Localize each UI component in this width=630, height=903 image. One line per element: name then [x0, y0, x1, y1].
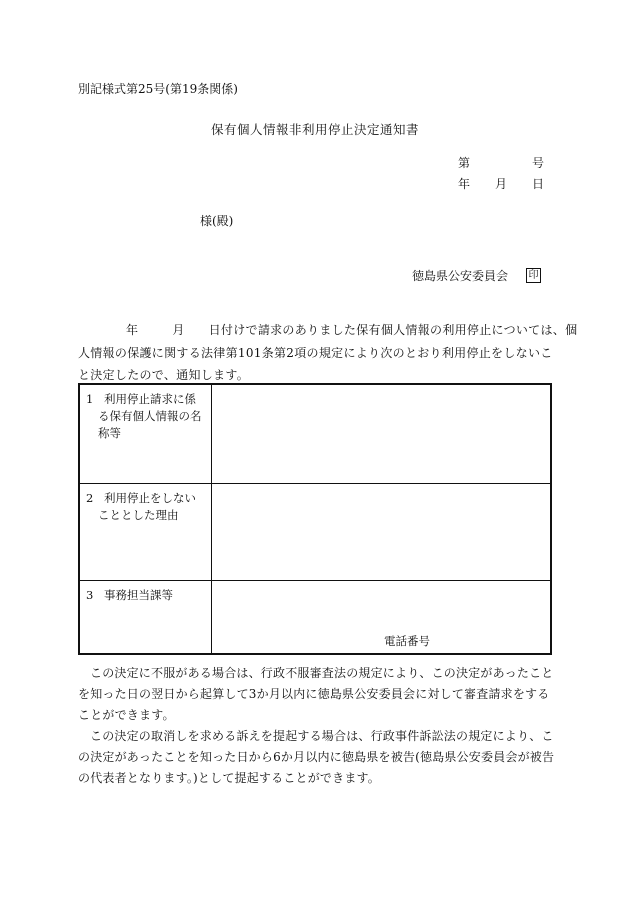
row-label-line: 称等	[98, 426, 121, 440]
document-title: 保有個人情報非利用停止決定通知書	[210, 122, 419, 137]
issue-date	[458, 175, 544, 192]
row-label-line: こととした理由	[98, 508, 179, 522]
addressee: 様(殿)	[200, 214, 234, 228]
document-number-suffix: 号	[531, 156, 544, 170]
body-line-2: 人情報の保護に関する法律第101条第2項の規定により次のとおり利用停止をしないこ	[78, 345, 553, 360]
row-label-office	[86, 587, 210, 604]
table-row	[80, 385, 550, 484]
document-number	[458, 154, 544, 171]
issuer-name: 徳島県公安委員会	[412, 269, 509, 283]
row-label-line: 事務担当課等	[104, 588, 173, 602]
notice-body	[78, 319, 578, 387]
issue-date-month: 月	[494, 177, 507, 191]
body-line-3: と決定したので、通知します。	[78, 368, 250, 382]
row-label-line: 利用停止をしない	[104, 491, 196, 505]
issuer	[412, 267, 541, 284]
appeal-line: を知った日の翌日から起算して3か月以内に徳島県公安委員会に対して審査請求をする	[78, 687, 550, 701]
appeal-line: この決定に不服がある場合は、行政不服審査法の規定により、この決定があったこと	[90, 666, 554, 680]
appeal-notice	[78, 663, 555, 789]
issue-date-day: 日	[531, 177, 544, 191]
phone-number-label: 電話番号	[384, 634, 430, 648]
form-number: 別記様式第25号(第19条関係)	[78, 82, 238, 96]
column-divider	[211, 385, 212, 483]
body-month-blank: 月	[172, 323, 185, 337]
column-divider	[211, 581, 212, 655]
lawsuit-line: の代表者となります。)として提起することができます。	[78, 771, 380, 785]
document-number-prefix: 第	[458, 156, 471, 170]
row-number: 1	[86, 392, 94, 406]
table-row	[80, 484, 550, 581]
row-number: 3	[86, 588, 94, 602]
body-line-1-text: 日付けで請求のありました保有個人情報の利用停止については、個	[208, 323, 578, 337]
lawsuit-line: この決定の取消しを求める訴えを提起する場合は、行政事件訴訟法の規定により、こ	[90, 729, 554, 743]
body-line-1	[78, 319, 578, 342]
notice-table	[78, 383, 552, 655]
issue-date-year: 年	[458, 177, 471, 191]
table-row	[80, 581, 550, 655]
row-label-line: る保有個人情報の名	[98, 409, 202, 423]
row-label-line: 利用停止請求に係	[104, 392, 196, 406]
appeal-line: ことができます。	[78, 708, 175, 722]
row-label-reason	[86, 490, 210, 524]
row-number: 2	[86, 491, 94, 505]
lawsuit-line: の決定があったことを知った日から6か月以内に徳島県を被告(徳島県公安委員会が被告	[78, 750, 555, 764]
seal-mark: 印	[526, 268, 541, 283]
column-divider	[211, 484, 212, 580]
row-label-target-info	[86, 391, 210, 442]
body-year-blank: 年	[126, 323, 139, 337]
